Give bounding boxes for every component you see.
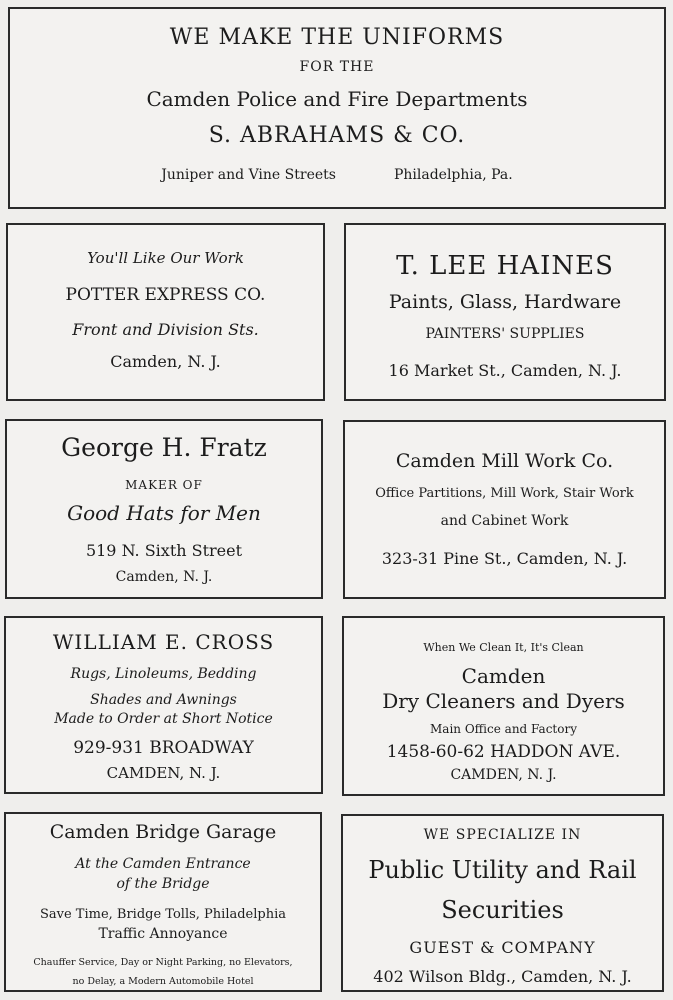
company-name: T. LEE HAINES (396, 251, 614, 281)
ad-fratz (5, 419, 323, 599)
ad-william-cross (4, 616, 323, 794)
line-1: At the Camden Entrance (75, 856, 251, 872)
city: CAMDEN, N. J. (450, 767, 557, 783)
city: CAMDEN, N. J. (106, 764, 221, 782)
address: 323-31 Pine St., Camden, N. J. (381, 549, 628, 568)
tagline: WE SPECIALIZE IN (423, 827, 582, 843)
line-1: Office Partitions, Mill Work, Stair Work (375, 486, 634, 501)
city: Philadelphia, Pa. (393, 167, 513, 183)
name-line-2: Dry Cleaners and Dyers (382, 689, 625, 713)
address-row (10, 167, 664, 183)
office: Main Office and Factory (430, 722, 577, 736)
supplies: PAINTERS' SUPPLIES (425, 326, 585, 342)
city: Camden, N. J. (110, 352, 221, 371)
city: Camden, N. J. (115, 569, 213, 585)
tagline: When We Clean It, It's Clean (423, 641, 584, 654)
address: 1458-60-62 HADDON AVE. (386, 742, 621, 762)
line-2: and Cabinet Work (440, 513, 569, 529)
maker-of: MAKER OF (125, 478, 203, 492)
line-3: Save Time, Bridge Tolls, Philadelphia (39, 907, 287, 922)
headline-line-2: Securities (441, 896, 564, 924)
line-5: Chauffer Service, Day or Night Parking, no Elevators, (33, 957, 293, 968)
headline-line-1: Public Utility and Rail (368, 856, 637, 884)
ad-lee-haines (344, 223, 666, 401)
line-2: Shades and Awnings (90, 692, 237, 708)
ad-guest-company (341, 814, 664, 992)
company-name: S. ABRAHAMS & CO. (208, 123, 466, 148)
line-6: no Delay, a Modern Automobile Hotel (72, 976, 254, 987)
ad-mill-work (343, 420, 666, 599)
company-name: WILLIAM E. CROSS (52, 630, 275, 654)
goods: Paints, Glass, Hardware (388, 291, 622, 313)
streets: Juniper and Vine Streets (161, 167, 336, 183)
for-the: FOR THE (299, 59, 375, 75)
ad-dry-cleaners (342, 616, 665, 796)
line-4: Traffic Annoyance (98, 926, 228, 942)
address: 519 N. Sixth Street (85, 541, 243, 560)
company-name: Camden Bridge Garage (49, 821, 277, 843)
company-name: Camden Mill Work Co. (395, 450, 614, 472)
company-name: GUEST & COMPANY (409, 938, 596, 957)
ad-potter-express (6, 223, 325, 401)
headline: WE MAKE THE UNIFORMS (169, 25, 505, 50)
company-name: George H. Fratz (61, 433, 267, 462)
tagline: You'll Like Our Work (87, 249, 244, 267)
ad-bridge-garage (4, 812, 322, 992)
ad-abrahams (8, 7, 666, 209)
company-name: POTTER EXPRESS CO. (65, 285, 266, 305)
address: 402 Wilson Bldg., Camden, N. J. (373, 967, 632, 986)
line-1: Rugs, Linoleums, Bedding (70, 666, 257, 682)
line-2: of the Bridge (116, 876, 210, 892)
address: 929-931 BROADWAY (73, 738, 254, 758)
product: Good Hats for Men (67, 501, 261, 525)
departments: Camden Police and Fire Departments (146, 87, 528, 111)
line-3: Made to Order at Short Notice (54, 711, 273, 727)
name-line-1: Camden (461, 664, 546, 688)
address: 16 Market St., Camden, N. J. (388, 361, 622, 380)
address: Front and Division Sts. (72, 320, 259, 339)
